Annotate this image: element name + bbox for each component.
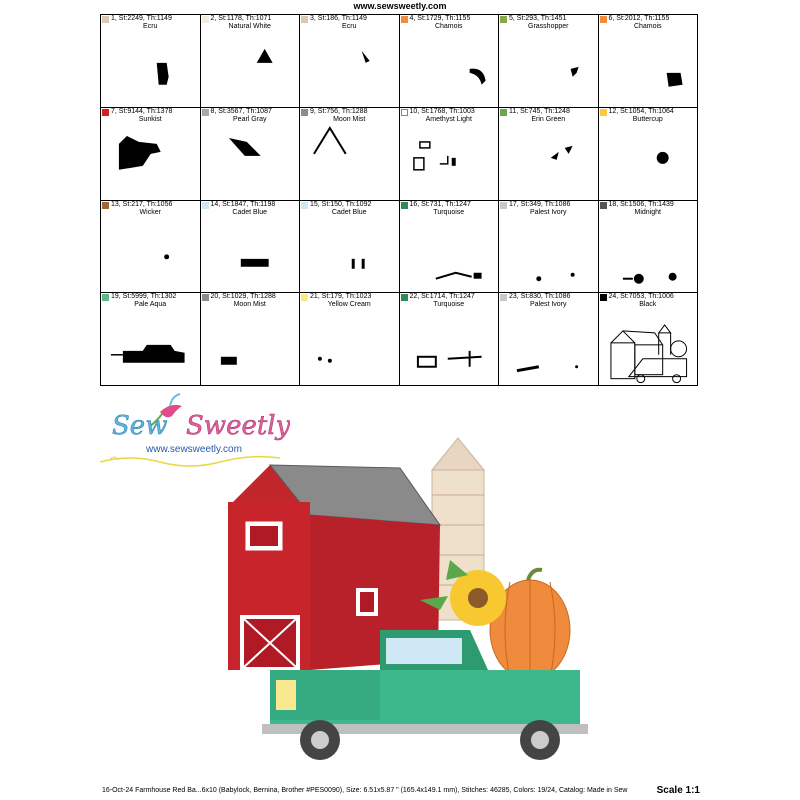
color-cell: [300, 15, 400, 108]
color-cell-name: Cadet Blue: [232, 208, 268, 216]
color-cell-name: Pale Aqua: [134, 301, 167, 309]
thread-shape-preview: [400, 15, 499, 107]
color-cell-name: Chamois: [633, 23, 662, 30]
thread-shape-preview: [101, 15, 200, 107]
color-cell-name: Natural White: [228, 23, 271, 30]
thread-shape-preview: [599, 201, 698, 293]
footer-description: 16-Oct-24 Farmhouse Red Ba...6x10 (Babylock, Bernina, Brother #PES0090), Size: 6.51x5.87 " (165.4x149.1 mm), Stitches: 46285, Colors: 19/24, Catalog: Made in Sew: [102, 787, 628, 794]
color-cell: [499, 293, 599, 386]
logo-sew-text: Sew: [112, 411, 168, 441]
color-cell-name: Palest Ivory: [529, 208, 567, 216]
color-cell: [400, 15, 500, 108]
thread-shape-preview: [400, 108, 499, 200]
thread-shape-preview: [201, 108, 300, 200]
color-cell: [499, 201, 599, 294]
thread-shape-preview: [300, 15, 399, 107]
thread-shape-preview: [101, 293, 200, 385]
thread-shape-preview: [599, 108, 698, 200]
color-cell-name: Ecru: [342, 23, 357, 30]
color-cell-label: 22, St:1714, Th:1247: [409, 293, 475, 301]
color-cell: [101, 201, 201, 294]
color-cell-label: 14, St:1847, Th:1198: [210, 200, 276, 208]
color-cell-label: 4, St:1729, Th:1155: [409, 15, 471, 22]
color-cell-label: 1, St:2249, Th:1149: [111, 15, 172, 22]
color-cell: [201, 15, 301, 108]
color-cell-label: 19, St:5999, Th:1302: [111, 293, 177, 301]
thread-shape-preview: [101, 108, 200, 200]
color-cell-name: Yellow Cream: [327, 301, 371, 309]
color-cell: [400, 293, 500, 386]
color-cell: [599, 293, 699, 386]
color-cell-label: 15, St:150, Th:1092: [310, 200, 372, 208]
color-cell-label: 17, St:349, Th:1086: [509, 200, 571, 208]
color-cell: [499, 15, 599, 108]
color-cell-label: 10, St:1768, Th:1003: [409, 107, 475, 115]
thread-shape-preview: [201, 293, 300, 385]
color-cell: [101, 293, 201, 386]
thread-shape-preview: [400, 201, 499, 293]
color-cell-name: Turquoise: [433, 301, 465, 309]
logo-url-text: www.sewsweetly.com: [146, 444, 242, 455]
thread-shape-preview: [599, 15, 698, 107]
color-cell-name: Buttercup: [632, 115, 663, 123]
thread-shape-preview: [499, 108, 598, 200]
thread-shape-preview: [201, 15, 300, 107]
color-cell-name: Sunkist: [138, 115, 162, 123]
color-cell: [499, 108, 599, 201]
color-cell-label: 16, St:731, Th:1247: [409, 200, 471, 208]
color-chart-grid: [100, 14, 698, 386]
color-cell-label: 7, St:9144, Th:1378: [111, 107, 173, 115]
thread-shape-preview: [499, 293, 598, 385]
color-cell-label: 12, St:1054, Th:1064: [608, 107, 674, 115]
color-cell-name: Turquoise: [433, 208, 465, 216]
color-cell: [300, 293, 400, 386]
color-cell: [201, 293, 301, 386]
color-cell-label: 9, St:756, Th:1288: [310, 107, 368, 115]
thread-shape-preview: [101, 201, 200, 293]
thread-shape-preview: [201, 201, 300, 293]
color-cell-name: Cadet Blue: [331, 208, 367, 216]
color-cell-label: 8, St:3567, Th:1087: [210, 107, 272, 115]
color-cell-name: Amethyst Light: [425, 115, 472, 123]
color-cell: [101, 15, 201, 108]
color-cell: [300, 108, 400, 201]
color-cell: [400, 108, 500, 201]
color-cell: [400, 201, 500, 294]
color-cell-name: Moon Mist: [233, 301, 266, 309]
color-cell-name: Erin Green: [531, 115, 566, 123]
logo-sweetly-text: Sweetly: [186, 411, 290, 441]
color-cell-label: 11, St:745, Th:1248: [509, 107, 570, 115]
color-cell-name: Moon Mist: [333, 115, 366, 123]
color-cell-name: Chamois: [434, 23, 463, 30]
thread-shape-preview: [499, 15, 598, 107]
color-cell-label: 6, St:2012, Th:1155: [608, 15, 670, 22]
thread-shape-preview: [499, 201, 598, 293]
color-cell-label: 24, St:7053, Th:1006: [608, 293, 674, 301]
color-cell-name: Pearl Gray: [233, 115, 267, 123]
color-cell: [101, 108, 201, 201]
color-cell-label: 23, St:830, Th:1086: [509, 293, 571, 301]
color-cell-label: 2, St:1178, Th:1071: [210, 15, 272, 22]
thread-shape-preview: [400, 293, 499, 385]
color-cell-name: Black: [639, 301, 657, 309]
color-cell: [599, 201, 699, 294]
color-cell-name: Wicker: [139, 208, 161, 216]
thread-shape-preview: [300, 293, 399, 385]
scale-label: Scale 1:1: [656, 785, 700, 796]
color-cell-label: 20, St:1029, Th:1288: [210, 293, 276, 301]
site-url[interactable]: www.sewsweetly.com: [353, 1, 447, 11]
embroidery-design-preview: [210, 430, 600, 770]
thread-shape-preview: [300, 201, 399, 293]
color-cell-label: 3, St:186, Th:1149: [310, 15, 367, 22]
color-cell-name: Ecru: [143, 23, 158, 30]
color-cell: [201, 201, 301, 294]
color-cell-label: 18, St:1506, Th:1439: [608, 200, 674, 208]
color-cell-name: Grasshopper: [528, 23, 569, 30]
thread-shape-preview: [599, 293, 698, 385]
color-cell: [599, 15, 699, 108]
color-cell-name: Midnight: [634, 208, 661, 216]
color-cell: [300, 201, 400, 294]
color-cell-name: Palest Ivory: [529, 301, 567, 309]
color-cell-label: 5, St:293, Th:1451: [509, 15, 567, 22]
thread-shape-preview: [300, 108, 399, 200]
color-cell-label: 21, St:179, Th:1023: [310, 293, 372, 301]
color-cell: [201, 108, 301, 201]
color-cell: [599, 108, 699, 201]
color-cell-label: 13, St:217, Th:1056: [111, 200, 173, 208]
